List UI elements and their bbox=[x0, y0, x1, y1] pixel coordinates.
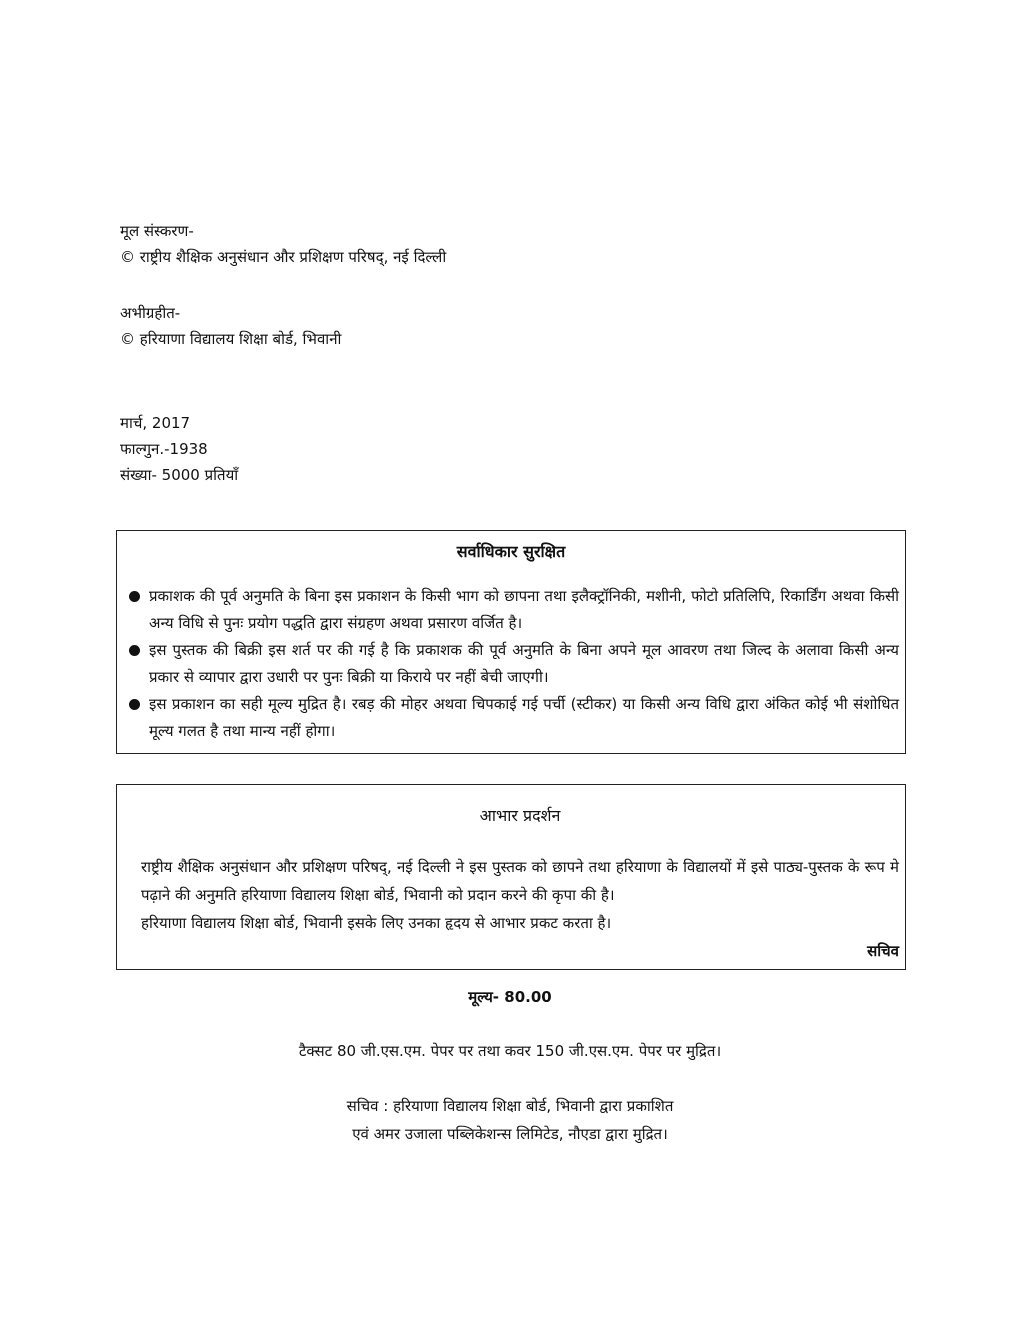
paper-note: टैक्सट 80 जी.एस.एम. पेपर पर तथा कवर 150 जी.एस.एम. पेपर पर मुद्रित। bbox=[298, 1042, 722, 1060]
rights-item bbox=[123, 691, 899, 745]
acknowledgement-paragraph-2: हरियाणा विद्यालय शिक्षा बोर्ड, भिवानी इसके लिए उनका हृदय से आभार प्रकट करता है। bbox=[141, 914, 612, 932]
bullet-icon bbox=[129, 699, 140, 710]
rights-item bbox=[123, 583, 899, 637]
printer-line: एवं अमर उजाला पब्लिकेशन्स लिमिटेड, नौएडा द्वारा मुद्रित। bbox=[352, 1125, 668, 1143]
original-edition-label: मूल संस्करण- bbox=[120, 222, 194, 240]
edition-date: मार्च, 2017 bbox=[120, 414, 191, 432]
publisher-line: सचिव : हरियाणा विद्यालय शिक्षा बोर्ड, भिवानी द्वारा प्रकाशित bbox=[346, 1097, 674, 1115]
rights-item-text: इस पुस्तक की बिक्री इस शर्त पर की गई है कि प्रकाशक की पूर्व अनुमति के बिना अपने मूल आवरण तथा जिल्द के अलावा किसी अन्य प्रकार से व्यापार द्वारा उधारी पर पुनः बिक्री या किराये पर नहीं बेची जाएगी। bbox=[149, 641, 899, 686]
rights-item bbox=[123, 637, 899, 691]
adopted-block bbox=[120, 300, 341, 352]
bullet-icon bbox=[129, 645, 140, 656]
rights-item-text: प्रकाशक की पूर्व अनुमति के बिना इस प्रकाशन के किसी भाग को छापना तथा इलैक्ट्रॉनिकी, मशीनी, फोटो प्रतिलिपि, रिकार्डिंग अथवा किसी अन्य विधि से पुनः प्रयोग पद्धति द्वारा संग्रहण अथवा प्रसारण वर्जित है। bbox=[149, 587, 899, 632]
price: मूल्य- 80.00 bbox=[468, 988, 552, 1006]
rights-item-text: इस प्रकाशन का सही मूल्य मुद्रित है। रबड़ की मोहर अथवा चिपकाई गई पर्ची (स्टीकर) या किसी अन्य विधि द्वारा अंकित कोई भी संशोधित मूल्य गलत है तथा मान्य नहीं होगा। bbox=[149, 695, 899, 740]
edition-info-block bbox=[120, 410, 238, 488]
signature-secretary: सचिव bbox=[867, 942, 899, 960]
acknowledgement-paragraph: राष्ट्रीय शैक्षिक अनुसंधान और प्रशिक्षण परिषद्, नई दिल्ली ने इस पुस्तक को छापने तथा हरियाणा के विद्यालयों में इसे पाठ्य-पुस्तक के रूप मे पढ़ाने की अनुमति हरियाणा विद्यालय शिक्षा बोर्ड, भिवानी को प्रदान करने की कृपा की है। bbox=[141, 858, 899, 904]
hbse-copyright: © हरियाणा विद्यालय शिक्षा बोर्ड, भिवानी bbox=[120, 330, 342, 348]
ncert-copyright: © राष्ट्रीय शैक्षिक अनुसंधान और प्रशिक्षण परिषद्, नई दिल्ली bbox=[120, 248, 447, 266]
publisher-info bbox=[0, 1092, 1020, 1148]
edition-phalgun: फाल्गुन.-1938 bbox=[120, 440, 208, 458]
edition-copies: संख्या- 5000 प्रतियाँ bbox=[120, 466, 239, 484]
bullet-icon bbox=[129, 591, 140, 602]
rights-reserved-title: सर्वाधिकार सुरक्षित bbox=[456, 542, 566, 561]
acknowledgement-box bbox=[116, 784, 906, 970]
original-edition-block bbox=[120, 218, 446, 270]
rights-reserved-box bbox=[116, 530, 906, 754]
adopted-label: अभीग्रहीत- bbox=[120, 304, 181, 322]
acknowledgement-title: आभार प्रदर्शन bbox=[479, 806, 561, 825]
